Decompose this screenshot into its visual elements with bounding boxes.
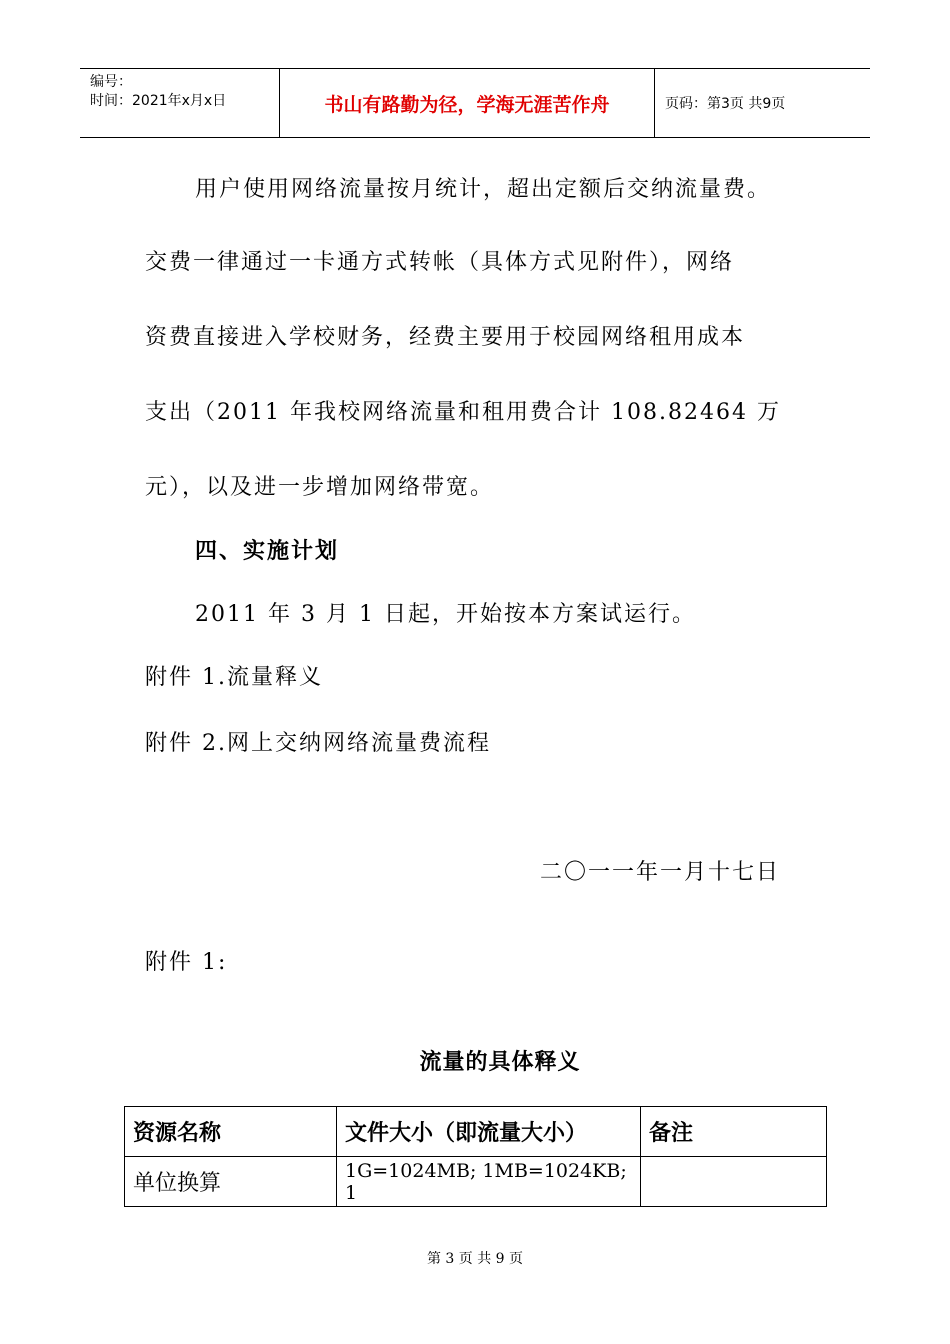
page-header <box>80 68 870 138</box>
plan-text: 2011 年 3 月 1 日起，开始按本方案试运行。 <box>195 602 696 627</box>
paragraph-5: 元），以及进一步增加网络带宽。 <box>145 475 495 500</box>
table-row <box>125 1157 827 1207</box>
paragraph-2: 交费一律通过一卡通方式转帐（具体方式见附件），网络 <box>145 250 735 275</box>
page-footer: 第 3 页 共 9 页 <box>426 1251 524 1267</box>
table-cell: 单位换算 <box>125 1157 337 1207</box>
header-meta <box>80 69 280 137</box>
header-motto: 书山有路勤为径，学海无涯苦作舟 <box>280 69 655 137</box>
table-cell <box>641 1157 827 1207</box>
table-header-cell: 备注 <box>641 1107 827 1157</box>
paragraph-3: 资费直接进入学校财务，经费主要用于校园网络租用成本 <box>145 325 746 350</box>
resource-table <box>124 1106 827 1207</box>
section-heading-4: 四、实施计划 <box>195 539 340 564</box>
paragraph-1: 用户使用网络流量按月统计，超出定额后交纳流量费。 <box>195 177 772 202</box>
table-cell: 1G=1024MB; 1MB=1024KB; 1 <box>337 1157 641 1207</box>
table-header-cell: 资源名称 <box>125 1107 337 1157</box>
number-label: 编号： <box>90 74 132 90</box>
table-header-row <box>125 1107 827 1157</box>
time-label: 时间：2021年x月x日 <box>90 93 227 109</box>
paragraph-4: 支出（2011 年我校网络流量和租用费合计 108.82464 万 <box>145 400 781 425</box>
attachment-1-ref: 附件 1.流量释义 <box>145 665 323 690</box>
document-date: 二〇一一年一月十七日 <box>540 860 781 885</box>
header-page-info: 页码：第3页 共9页 <box>665 96 786 112</box>
attachment-1-label: 附件 1: <box>145 950 228 975</box>
attachment-2-ref: 附件 2.网上交纳网络流量费流程 <box>145 731 491 756</box>
table-header-cell: 文件大小（即流量大小） <box>337 1107 641 1157</box>
attachment-1-title: 流量的具体释义 <box>419 1050 581 1075</box>
